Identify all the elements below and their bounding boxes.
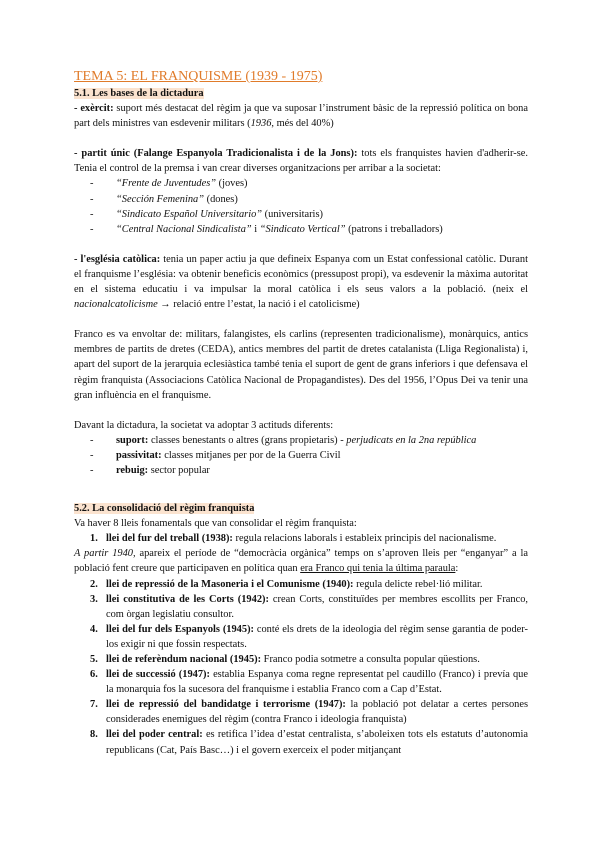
list-item: - “Frente de Juventudes” (joves) bbox=[90, 176, 528, 191]
attitudes-list bbox=[74, 433, 528, 478]
law-item: 4. llei del fur dels Espanyols (1945): conté els drets de la ideologia del règim sense garantia de poder-los exigir ni que fossin respectats. bbox=[90, 623, 529, 650]
paragraph-esglesia: - l'església catòlica: tenia un paper actiu ja que defineix Espanya com un Estat confessional catòlic. Durant el franquisme l’església: va obtenir beneficis econòmics (pressupost propi), va esdevenir la màxima autoritat en el sistema educatiu i va impulsar la moral catòlica i els seus valors a la població. (neix el nacionalcatolicisme → relació entre l’estat, la nació i el catolicisme) bbox=[74, 253, 528, 311]
law-item: 7. llei de repressió del bandidatge i terrorisme (1947): la població pot delatar a certes persones considerades enemigues del règim (contra Franco i ideologia franquista) bbox=[90, 699, 529, 726]
list-item: - “Sindicato Español Universitario” (universitaris) bbox=[90, 207, 528, 222]
list-item: - “Sección Femenina” (dones) bbox=[90, 192, 528, 207]
laws-list bbox=[74, 531, 528, 546]
section-heading-5-1: 5.1. Les bases de la dictadura bbox=[74, 88, 204, 99]
paragraph-exercit: - exèrcit: suport més destacat del règim ja que va suposar l’instrument bàsic de la repressió política on bona part dels ministres van esdevenir militars (1936, més del 40%) bbox=[74, 103, 528, 130]
law-item: 2. llei de repressió de la Masoneria i el Comunisme (1940): regula delicte rebel·lió militar. bbox=[90, 578, 483, 590]
laws-list-continued bbox=[74, 577, 528, 758]
law-item: 8. llei del poder central: es retifica l’idea d’estat centralista, s’aboleixen tots els estatuts d’autonomia republicans (Cat, País Basc…) i el govern exerceix el poder mitjançant bbox=[90, 729, 529, 756]
law-item: 3. llei constitutiva de les Corts (1942): crean Corts, constituïdes per membres escollits per Franco, com òrgan legislatiu consultor. bbox=[90, 593, 529, 620]
organizations-list bbox=[74, 176, 528, 236]
page-title: TEMA 5: EL FRANQUISME (1939 - 1975) bbox=[74, 69, 323, 84]
list-item: - rebuig: sector popular bbox=[90, 463, 528, 478]
list-item: - passivitat: classes mitjanes per por de la Guerra Civil bbox=[90, 448, 528, 463]
document-content bbox=[74, 68, 528, 758]
list-item: - suport: classes benestants o altres (grans propietaris) - perjudicats en la 2na república bbox=[90, 433, 528, 448]
law-item: 1. llei del fur del treball (1938): regula relacions laborals i estableix principis del nacionalisme. bbox=[90, 533, 497, 545]
section-heading-5-2: 5.2. La consolidació del règim franquista bbox=[74, 503, 255, 515]
paragraph-franco-suports: Franco es va envoltar de: militars, falangistes, els carlins (representen tradicionalisme), monàrquics, antics membres de partits de dretes (CEDA), antics membres del partit de dretes catalanista (Lliga Regionalista) i, apart del suport de la jerarquia eclesiàstica també tenia el suport de gent de grans inferiors i que defensava el règim franquista (Associacions Catòlica Nacional de Propagandistes). Des del 1956, l’Opus Dei va tenir una gran influència en el franquisme. bbox=[74, 329, 528, 401]
law-item: 6. llei de successió (1947): establia Espanya coma regne representat pel caudillo (Franco) i prevía que la monarquia fos la sucesora del franquisme i establia Franco com a Cap d’Estat. bbox=[90, 669, 528, 696]
paragraph-lleis-intro: Va haver 8 lleis fonamentals que van consolidar el règim franquista: bbox=[74, 518, 357, 530]
paragraph-a-partir-1940: A partir 1940, apareix el període de “democràcia orgànica” temps on s’aproven lleis per “enganyar” a la població fent creure que participaven en política quan era Franco qui tenia la última paraula: bbox=[74, 548, 528, 575]
paragraph-actituds-intro: Davant la dictadura, la societat va adoptar 3 actituds diferents: bbox=[74, 419, 334, 431]
list-item: - “Central Nacional Sindicalista” i “Sindicato Vertical” (patrons i treballadors) bbox=[90, 222, 528, 237]
paragraph-partit-unic: - partit únic (Falange Espanyola Tradicionalista i de la Jons): tots els franquistes havien d'adherir-se. Tenia el control de la premsa i van crear diverses organitzacions per arribar a la societat: bbox=[74, 148, 528, 175]
law-item: 5. llei de referèndum nacional (1945): Franco podia sotmetre a consulta popular qüestions. bbox=[90, 654, 480, 665]
